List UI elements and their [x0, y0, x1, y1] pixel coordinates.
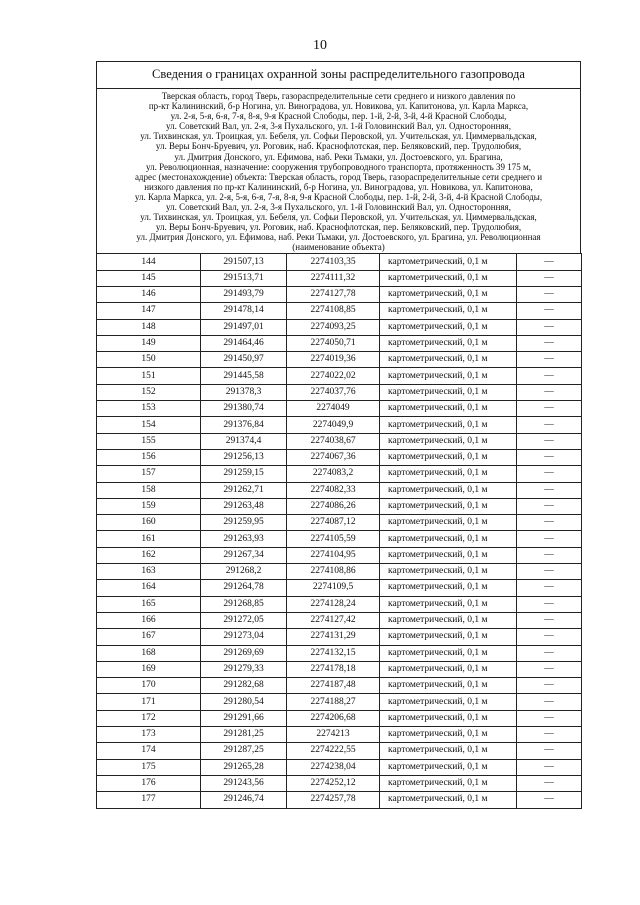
- coord-x: 291259,15: [201, 466, 287, 482]
- description-line: ул. Веры Бонч-Бруевич, ул. Роговик, наб. Краснофлотская, пер. Беляковский, пер. Трудолюбия,: [155, 141, 522, 152]
- method-accuracy: картометрический, 0,1 м: [380, 449, 517, 465]
- point-number: 170: [97, 678, 201, 694]
- coord-x: 291282,68: [201, 678, 287, 694]
- method-accuracy: картометрический, 0,1 м: [380, 596, 517, 612]
- coord-x: 291376,84: [201, 417, 287, 433]
- description-line: ул. Дмитрия Донского, ул. Ефимова, наб. Реки Тьмаки, ул. Достоевского, ул. Брагина,: [174, 151, 503, 162]
- description-cell: —: [517, 775, 582, 791]
- description-cell: —: [517, 319, 582, 335]
- method-accuracy: картометрический, 0,1 м: [380, 727, 517, 743]
- description-cell: —: [517, 270, 582, 286]
- coord-y: 2274132,15: [287, 645, 380, 661]
- description-cell: —: [517, 515, 582, 531]
- coord-x: 291268,85: [201, 596, 287, 612]
- coord-y: 2274108,85: [287, 303, 380, 319]
- table-row: [97, 287, 582, 303]
- coord-x: 291380,74: [201, 401, 287, 417]
- coord-x: 291279,33: [201, 661, 287, 677]
- coord-x: 291445,58: [201, 368, 287, 384]
- description-line: ул. Тихвинская, ул. Троицкая, ул. Бебеля, ул. Софьи Перовской, ул. Учительская, ул. Циммервальдская,: [140, 131, 537, 142]
- point-number: 163: [97, 564, 201, 580]
- table-row: [97, 335, 582, 351]
- description-cell: —: [517, 792, 582, 808]
- coord-y: 2274127,78: [287, 287, 380, 303]
- point-number: 165: [97, 596, 201, 612]
- table-row: [97, 417, 582, 433]
- coord-y: 2274103,35: [287, 254, 380, 270]
- table-row: [97, 531, 582, 547]
- method-accuracy: картометрический, 0,1 м: [380, 303, 517, 319]
- table-row: [97, 727, 582, 743]
- coord-x: 291246,74: [201, 792, 287, 808]
- coordinates-table: [96, 253, 582, 808]
- method-accuracy: картометрический, 0,1 м: [380, 515, 517, 531]
- method-accuracy: картометрический, 0,1 м: [380, 678, 517, 694]
- description-cell: —: [517, 710, 582, 726]
- point-number: 144: [97, 254, 201, 270]
- description-cell: —: [517, 433, 582, 449]
- coord-x: 291269,69: [201, 645, 287, 661]
- description-cell: —: [517, 287, 582, 303]
- coord-x: 291493,79: [201, 287, 287, 303]
- point-number: 176: [97, 775, 201, 791]
- table-row: [97, 401, 582, 417]
- method-accuracy: картометрический, 0,1 м: [380, 401, 517, 417]
- method-accuracy: картометрический, 0,1 м: [380, 564, 517, 580]
- method-accuracy: картометрический, 0,1 м: [380, 319, 517, 335]
- coord-y: 2274108,86: [287, 564, 380, 580]
- description-cell: —: [517, 254, 582, 270]
- method-accuracy: картометрический, 0,1 м: [380, 629, 517, 645]
- point-number: 156: [97, 449, 201, 465]
- description-cell: —: [517, 531, 582, 547]
- method-accuracy: картометрический, 0,1 м: [380, 466, 517, 482]
- point-number: 154: [97, 417, 201, 433]
- document-title: Сведения о границах охранной зоны распределительного газопровода: [97, 62, 580, 89]
- coord-x: 291478,14: [201, 303, 287, 319]
- table-row: [97, 678, 582, 694]
- point-number: 169: [97, 661, 201, 677]
- coord-y: 2274087,12: [287, 515, 380, 531]
- method-accuracy: картометрический, 0,1 м: [380, 433, 517, 449]
- coord-y: 2274206,68: [287, 710, 380, 726]
- coord-y: 2274082,33: [287, 482, 380, 498]
- method-accuracy: картометрический, 0,1 м: [380, 498, 517, 514]
- coord-y: 2274067,36: [287, 449, 380, 465]
- method-accuracy: картометрический, 0,1 м: [380, 287, 517, 303]
- table-header: [96, 61, 581, 253]
- coord-y: 2274050,71: [287, 335, 380, 351]
- description-line: ул. Тихвинская, ул. Троицкая, ул. Бебеля, ул. Софьи Перовской, ул. Учительская, ул. Циммервальдская,: [140, 212, 537, 223]
- coord-x: 291281,25: [201, 727, 287, 743]
- table-row: [97, 612, 582, 628]
- description-line: ул. Революционная, назначение: сооружения трубопроводного транспорта, протяженность 39 175 м,: [146, 161, 531, 172]
- coord-y: 2274049: [287, 401, 380, 417]
- description-line: пр-кт Калининский, б-р Ногина, ул. Виноградова, ул. Новикова, ул. Капитонова, ул. Карла Маркса,: [148, 101, 529, 112]
- coord-y: 2274083,2: [287, 466, 380, 482]
- description-cell: —: [517, 661, 582, 677]
- table-row: [97, 368, 582, 384]
- table-row: [97, 743, 582, 759]
- point-number: 152: [97, 384, 201, 400]
- method-accuracy: картометрический, 0,1 м: [380, 482, 517, 498]
- coord-y: 2274086,26: [287, 498, 380, 514]
- point-number: 177: [97, 792, 201, 808]
- description-cell: —: [517, 580, 582, 596]
- table-row: [97, 580, 582, 596]
- coord-y: 2274213: [287, 727, 380, 743]
- method-accuracy: картометрический, 0,1 м: [380, 792, 517, 808]
- table-row: [97, 384, 582, 400]
- document-body: [96, 61, 581, 809]
- point-number: 172: [97, 710, 201, 726]
- point-number: 148: [97, 319, 201, 335]
- table-row: [97, 352, 582, 368]
- point-number: 173: [97, 727, 201, 743]
- method-accuracy: картометрический, 0,1 м: [380, 694, 517, 710]
- coord-y: 2274131,29: [287, 629, 380, 645]
- table-row: [97, 319, 582, 335]
- table-row: [97, 303, 582, 319]
- method-accuracy: картометрический, 0,1 м: [380, 759, 517, 775]
- coord-x: 291263,48: [201, 498, 287, 514]
- method-accuracy: картометрический, 0,1 м: [380, 580, 517, 596]
- description-cell: —: [517, 482, 582, 498]
- object-description-note: (наименование объекта): [292, 242, 385, 253]
- table-row: [97, 270, 582, 286]
- description-line: ул. Дмитрия Донского, ул. Ефимова, наб. Реки Тьмаки, ул. Достоевского, ул. Брагина, ул. Революционная: [136, 232, 541, 243]
- coord-y: 2274038,67: [287, 433, 380, 449]
- point-number: 149: [97, 335, 201, 351]
- method-accuracy: картометрический, 0,1 м: [380, 254, 517, 270]
- coord-x: 291259,95: [201, 515, 287, 531]
- table-row: [97, 694, 582, 710]
- method-accuracy: картометрический, 0,1 м: [380, 384, 517, 400]
- coord-y: 2274188,27: [287, 694, 380, 710]
- table-row: [97, 482, 582, 498]
- method-accuracy: картометрический, 0,1 м: [380, 270, 517, 286]
- description-cell: —: [517, 498, 582, 514]
- coord-x: 291507,13: [201, 254, 287, 270]
- description-line: ул. Карла Маркса, ул. 2-я, 5-я, 6-я, 7-я, 8-я, 9-я Красной Слободы, пер. 1-й, 2-й, 3-й, 4-й Красной Слободы,: [134, 191, 543, 202]
- point-number: 159: [97, 498, 201, 514]
- coord-x: 291291,66: [201, 710, 287, 726]
- description-cell: —: [517, 368, 582, 384]
- coord-y: 2274104,95: [287, 547, 380, 563]
- coord-x: 291287,25: [201, 743, 287, 759]
- table-row: [97, 759, 582, 775]
- point-number: 146: [97, 287, 201, 303]
- point-number: 167: [97, 629, 201, 645]
- method-accuracy: картометрический, 0,1 м: [380, 368, 517, 384]
- description-cell: —: [517, 596, 582, 612]
- point-number: 150: [97, 352, 201, 368]
- table-row: [97, 596, 582, 612]
- description-cell: —: [517, 612, 582, 628]
- coord-y: 2274127,42: [287, 612, 380, 628]
- description-line: низкого давления по пр-кт Калининский, б-р Ногина, ул. Виноградова, ул. Новикова, ул. Капитонова,: [144, 181, 533, 192]
- point-number: 166: [97, 612, 201, 628]
- table-row: [97, 466, 582, 482]
- coord-x: 291267,34: [201, 547, 287, 563]
- table-row: [97, 629, 582, 645]
- description-line: Тверская область, город Тверь, газораспределительные сети среднего и низкого давления по: [161, 91, 516, 101]
- coord-x: 291378,3: [201, 384, 287, 400]
- method-accuracy: картометрический, 0,1 м: [380, 743, 517, 759]
- description-cell: —: [517, 678, 582, 694]
- description-cell: —: [517, 335, 582, 351]
- method-accuracy: картометрический, 0,1 м: [380, 417, 517, 433]
- point-number: 174: [97, 743, 201, 759]
- coord-x: 291256,13: [201, 449, 287, 465]
- table-row: [97, 515, 582, 531]
- point-number: 175: [97, 759, 201, 775]
- description-cell: —: [517, 384, 582, 400]
- description-cell: —: [517, 727, 582, 743]
- coord-x: 291262,71: [201, 482, 287, 498]
- table-row: [97, 645, 582, 661]
- coord-y: 2274187,48: [287, 678, 380, 694]
- coord-y: 2274111,32: [287, 270, 380, 286]
- coord-x: 291273,04: [201, 629, 287, 645]
- object-description: [97, 89, 580, 242]
- coord-y: 2274128,24: [287, 596, 380, 612]
- method-accuracy: картометрический, 0,1 м: [380, 661, 517, 677]
- point-number: 151: [97, 368, 201, 384]
- description-cell: —: [517, 759, 582, 775]
- coord-y: 2274238,04: [287, 759, 380, 775]
- method-accuracy: картометрический, 0,1 м: [380, 531, 517, 547]
- coord-x: 291497,01: [201, 319, 287, 335]
- coord-x: 291272,05: [201, 612, 287, 628]
- coord-x: 291243,56: [201, 775, 287, 791]
- point-number: 158: [97, 482, 201, 498]
- table-row: [97, 710, 582, 726]
- method-accuracy: картометрический, 0,1 м: [380, 645, 517, 661]
- description-line: ул. Советский Вал, ул. 2-я, 3-я Пухальского, ул. 1-й Головинский Вал, ул. Односторонняя,: [166, 121, 511, 132]
- point-number: 171: [97, 694, 201, 710]
- coord-x: 291265,28: [201, 759, 287, 775]
- table-row: [97, 547, 582, 563]
- method-accuracy: картометрический, 0,1 м: [380, 547, 517, 563]
- coord-x: 291263,93: [201, 531, 287, 547]
- method-accuracy: картометрический, 0,1 м: [380, 612, 517, 628]
- description-cell: —: [517, 417, 582, 433]
- method-accuracy: картометрический, 0,1 м: [380, 710, 517, 726]
- point-number: 145: [97, 270, 201, 286]
- coord-y: 2274049,9: [287, 417, 380, 433]
- coord-y: 2274093,25: [287, 319, 380, 335]
- description-cell: —: [517, 547, 582, 563]
- description-cell: —: [517, 645, 582, 661]
- description-line: ул. Веры Бонч-Бруевич, ул. Роговик, наб. Краснофлотская, пер. Беляковский, пер. Трудолюбия,: [155, 222, 522, 233]
- coord-x: 291464,46: [201, 335, 287, 351]
- table-row: [97, 449, 582, 465]
- description-cell: —: [517, 694, 582, 710]
- coord-x: 291268,2: [201, 564, 287, 580]
- page-number: 10: [313, 38, 327, 53]
- description-cell: —: [517, 449, 582, 465]
- description-cell: —: [517, 303, 582, 319]
- description-cell: —: [517, 629, 582, 645]
- coord-y: 2274252,12: [287, 775, 380, 791]
- description-cell: —: [517, 352, 582, 368]
- table-row: [97, 433, 582, 449]
- method-accuracy: картометрический, 0,1 м: [380, 775, 517, 791]
- coord-y: 2274019,36: [287, 352, 380, 368]
- point-number: 155: [97, 433, 201, 449]
- method-accuracy: картометрический, 0,1 м: [380, 335, 517, 351]
- method-accuracy: картометрический, 0,1 м: [380, 352, 517, 368]
- point-number: 160: [97, 515, 201, 531]
- table-row: [97, 792, 582, 808]
- table-row: [97, 775, 582, 791]
- table-row: [97, 254, 582, 270]
- table-row: [97, 661, 582, 677]
- point-number: 147: [97, 303, 201, 319]
- table-row: [97, 564, 582, 580]
- description-cell: —: [517, 401, 582, 417]
- point-number: 162: [97, 547, 201, 563]
- point-number: 157: [97, 466, 201, 482]
- description-line: ул. 2-я, 5-я, 6-я, 7-я, 8-я, 9-я Красной Слободы, пер. 1-й, 2-й, 3-й, 4-й Красной Слободы,: [170, 111, 507, 122]
- description-line: ул. Советский Вал, ул. 2-я, 3-я Пухальского, ул. 1-й Головинский Вал, ул. Односторонняя,: [166, 202, 511, 213]
- coord-x: 291280,54: [201, 694, 287, 710]
- coord-y: 2274222,55: [287, 743, 380, 759]
- coord-x: 291374,4: [201, 433, 287, 449]
- point-number: 161: [97, 531, 201, 547]
- coord-x: 291450,97: [201, 352, 287, 368]
- point-number: 164: [97, 580, 201, 596]
- description-cell: —: [517, 466, 582, 482]
- coord-y: 2274109,5: [287, 580, 380, 596]
- description-cell: —: [517, 564, 582, 580]
- coord-y: 2274105,59: [287, 531, 380, 547]
- coord-y: 2274257,78: [287, 792, 380, 808]
- point-number: 168: [97, 645, 201, 661]
- coord-y: 2274037,76: [287, 384, 380, 400]
- table-row: [97, 498, 582, 514]
- description-cell: —: [517, 743, 582, 759]
- coord-y: 2274022,02: [287, 368, 380, 384]
- description-line: адрес (местонахождение) объекта: Тверская область, город Тверь, газораспределительные сети среднего и: [134, 171, 543, 182]
- coord-y: 2274178,18: [287, 661, 380, 677]
- coord-x: 291513,71: [201, 270, 287, 286]
- point-number: 153: [97, 401, 201, 417]
- coord-x: 291264,78: [201, 580, 287, 596]
